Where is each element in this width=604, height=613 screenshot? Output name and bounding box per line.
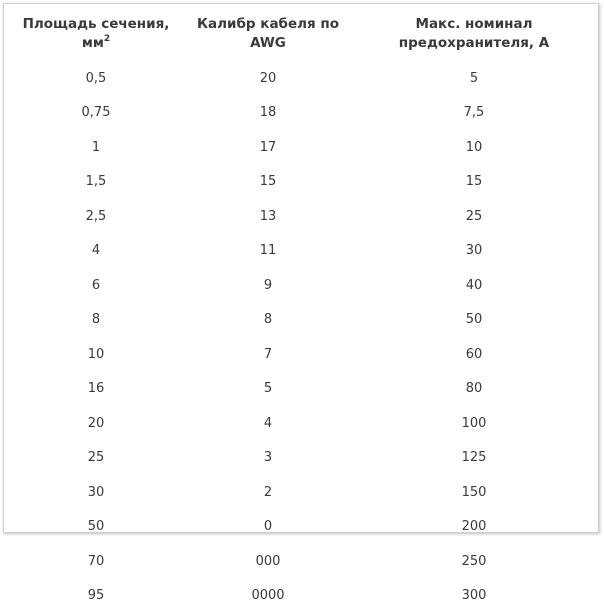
fuse-rating-cell: 7,5	[354, 96, 594, 131]
cross-section-cell: 10	[10, 337, 182, 372]
cross-section-cell: 25	[10, 441, 182, 476]
awg-cell: 11	[182, 234, 354, 269]
table-row	[10, 165, 594, 200]
table-row	[10, 372, 594, 407]
cross-section-cell: 50	[10, 510, 182, 545]
cross-section-cell: 20	[10, 406, 182, 441]
awg-cell: 000	[182, 544, 354, 579]
table-row	[10, 234, 594, 269]
awg-cell: 8	[182, 303, 354, 338]
fuse-rating-cell: 200	[354, 510, 594, 545]
table-row	[10, 199, 594, 234]
fuse-rating-cell: 25	[354, 199, 594, 234]
awg-cell: 7	[182, 337, 354, 372]
fuse-rating-cell: 80	[354, 372, 594, 407]
awg-cell: 3	[182, 441, 354, 476]
table-row	[10, 130, 594, 165]
table-frame	[3, 3, 599, 533]
fuse-rating-cell: 15	[354, 165, 594, 200]
header-awg-line2: AWG	[250, 35, 286, 51]
header-cross-section-label: Площадь сечения,	[23, 16, 170, 32]
table-row	[10, 579, 594, 613]
fuse-rating-cell: 250	[354, 544, 594, 579]
awg-cell: 5	[182, 372, 354, 407]
header-fuse	[354, 12, 594, 61]
fuse-rating-cell: 125	[354, 441, 594, 476]
table-body	[10, 61, 594, 613]
table-row	[10, 96, 594, 131]
table-row	[10, 441, 594, 476]
fuse-rating-cell: 50	[354, 303, 594, 338]
fuse-rating-cell: 100	[354, 406, 594, 441]
cross-section-cell: 30	[10, 475, 182, 510]
table-row	[10, 268, 594, 303]
fuse-rating-cell: 300	[354, 579, 594, 613]
table-row	[10, 544, 594, 579]
table-row	[10, 337, 594, 372]
header-fuse-line2: предохранителя, А	[399, 35, 549, 51]
cross-section-cell: 8	[10, 303, 182, 338]
awg-cell: 9	[182, 268, 354, 303]
fuse-rating-cell: 60	[354, 337, 594, 372]
cross-section-cell: 1	[10, 130, 182, 165]
awg-cell: 15	[182, 165, 354, 200]
cross-section-cell: 1,5	[10, 165, 182, 200]
table-row	[10, 406, 594, 441]
awg-cell: 0000	[182, 579, 354, 613]
cross-section-cell: 70	[10, 544, 182, 579]
awg-cell: 0	[182, 510, 354, 545]
awg-cell: 18	[182, 96, 354, 131]
awg-cell: 4	[182, 406, 354, 441]
cross-section-cell: 0,75	[10, 96, 182, 131]
fuse-rating-cell: 40	[354, 268, 594, 303]
fuse-rating-cell: 10	[354, 130, 594, 165]
cross-section-cell: 4	[10, 234, 182, 269]
header-cross-section	[10, 12, 182, 61]
cross-section-cell: 0,5	[10, 61, 182, 96]
table-row	[10, 510, 594, 545]
header-awg	[182, 12, 354, 61]
cross-section-cell: 95	[10, 579, 182, 613]
table-header-row	[10, 12, 594, 61]
header-fuse-line1: Макс. номинал	[416, 16, 533, 32]
awg-cell: 13	[182, 199, 354, 234]
fuse-rating-cell: 5	[354, 61, 594, 96]
table-row	[10, 475, 594, 510]
awg-cell: 20	[182, 61, 354, 96]
cable-fuse-table	[10, 12, 594, 613]
cross-section-cell: 6	[10, 268, 182, 303]
table-row	[10, 61, 594, 96]
table-row	[10, 303, 594, 338]
fuse-rating-cell: 30	[354, 234, 594, 269]
header-cross-section-unit: мм	[82, 35, 104, 51]
awg-cell: 17	[182, 130, 354, 165]
header-awg-line1: Калибр кабеля по	[197, 16, 339, 32]
header-cross-section-unit-power: 2	[104, 34, 110, 44]
cross-section-cell: 16	[10, 372, 182, 407]
awg-cell: 2	[182, 475, 354, 510]
cross-section-cell: 2,5	[10, 199, 182, 234]
fuse-rating-cell: 150	[354, 475, 594, 510]
